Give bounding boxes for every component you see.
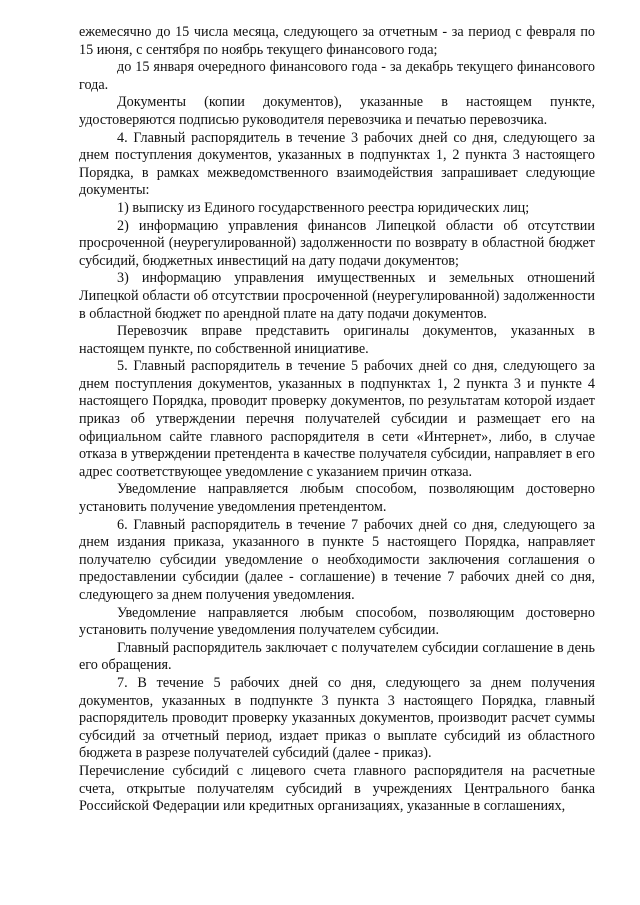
paragraph-2: до 15 января очередного финансового года - за декабрь текущего финансового года. [79,59,595,93]
paragraph-4: 4. Главный распорядитель в течение 3 рабочих дней со дня, следующего за днем поступления документов, указанных в подпунктах 1, 2 пункта 3 настоящего Порядка, в рамках межведомственного взаимодействия запрашивает следующие документы: [79,129,595,199]
paragraph-14: 7. В течение 5 рабочих дней со дня, следующего за днем получения документов, указанных в подпункте 3 пункта 3 настоящего Порядка, главный распорядитель проводит проверку указанных документов, производит расчет суммы субсидий за отчетный период, издает приказ о выплате субсидий из областного бюджета в разрезе получателей субсидий (далее - приказ). [79,674,595,762]
paragraph-3: Документы (копии документов), указанные в настоящем пункте, удостоверяются подписью руководителя перевозчика и печатью перевозчика. [79,94,595,128]
paragraph-11: 6. Главный распорядитель в течение 7 рабочих дней со дня, следующего за днем издания приказа, указанного в пункте 5 настоящего Порядка, направляет получателю субсидии уведомление о необходимости заключения соглашения о предоставлении субсидии (далее - соглашение) в течение 7 рабочих дней со дня, следующего за днем получения уведомления. [79,516,595,603]
paragraph-12: Уведомление направляется любым способом, позволяющим достоверно установить получение уведомления получателем субсидии. [79,604,595,639]
paragraph-10: Уведомление направляется любым способом, позволяющим достоверно установить получение уведомления претендентом. [79,481,595,516]
paragraph-9: 5. Главный распорядитель в течение 5 рабочих дней со дня, следующего за днем поступления документов, указанных в подпунктах 1, 2 пункта 3 и пункте 4 настоящего Порядка, проводит проверку документов, по результатам которой издает приказ об утверждении перечня получателей субсидии и размещает его на официальном сайте главного распорядителя в сети «Интернет», либо, в случае отказа в утверждении претендента в качестве получателя субсидии, направляет в его адрес соответствующее уведомление с указанием причин отказа. [79,358,595,480]
paragraph-1: ежемесячно до 15 числа месяца, следующего за отчетным - за период с февраля по 15 июня, с сентября по ноябрь текущего финансового года; [79,24,595,58]
paragraph-8: Перевозчик вправе представить оригиналы документов, указанных в настоящем пункте, по собственной инициативе. [79,323,595,357]
paragraph-15: Перечисление субсидий с лицевого счета главного распорядителя на расчетные счета, открытые получателям субсидий в учреждениях Центрального банка Российской Федерации или кредитных организациях, указанные в соглашениях, [79,762,595,815]
paragraph-6: 2) информацию управления финансов Липецкой области об отсутствии просроченной (неурегулированной) задолженности по возврату в областной бюджет субсидий, бюджетных инвестиций на дату подачи документов; [79,217,595,269]
paragraph-5: 1) выписку из Единого государственного реестра юридических лиц; [117,199,530,216]
paragraph-13: Главный распорядитель заключает с получателем субсидии соглашение в день его обращения. [79,639,595,674]
document-page [79,24,595,816]
paragraph-7: 3) информацию управления имущественных и земельных отношений Липецкой области об отсутствии просроченной (неурегулированной) задолженности в областной бюджет по арендной плате на дату подачи документов. [79,270,595,322]
